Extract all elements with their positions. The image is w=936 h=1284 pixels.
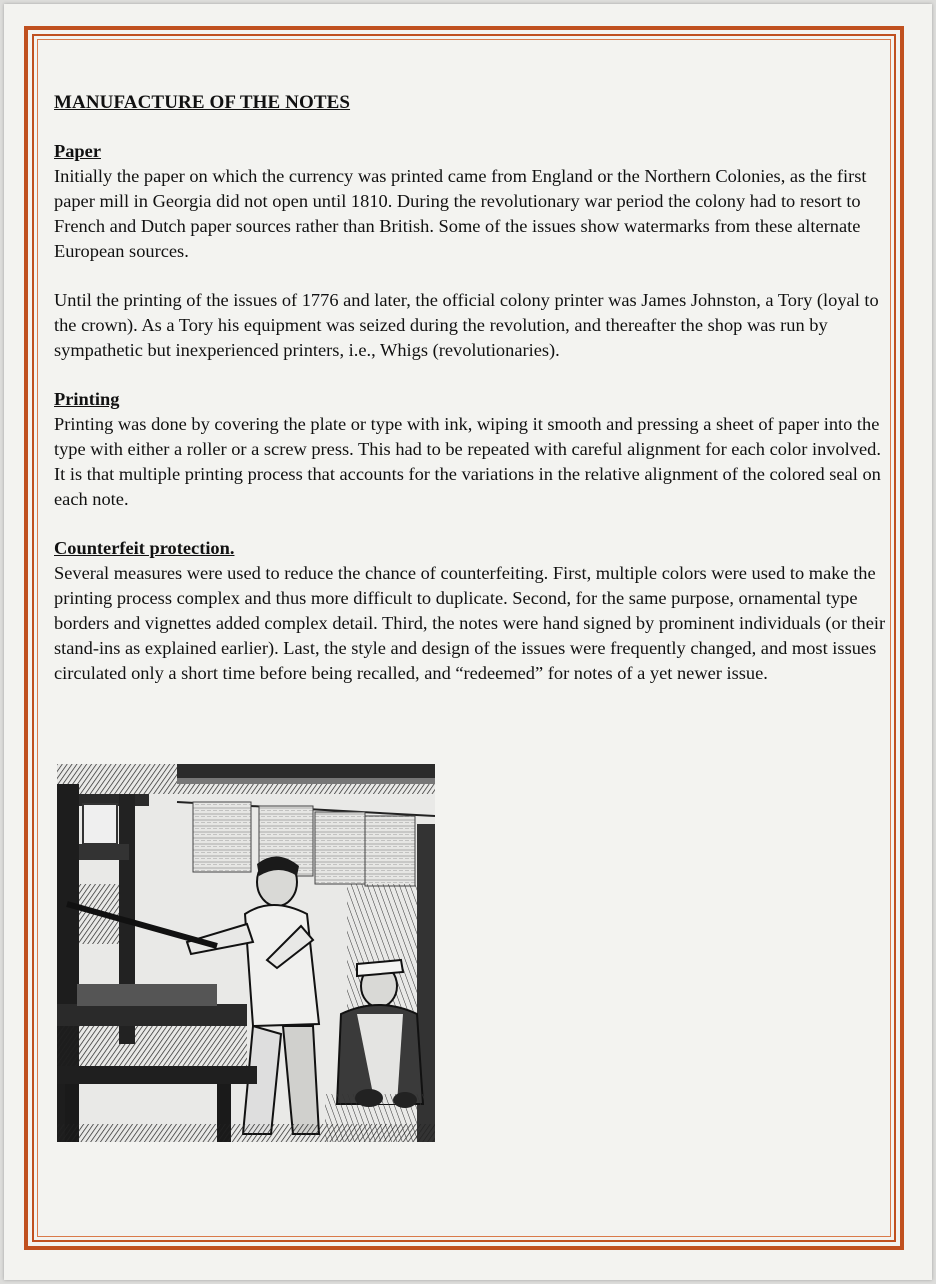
paragraph-printing-1: Printing was done by covering the plate or type with ink, wiping it smooth and pressing a sheet of paper into the type with either a roller or a screw press. This had to be repeated with careful alignment for each color involved. It is that multiple printing process that accounts for the variations in the relative alignment of the colored seal on each note. [54, 414, 881, 509]
paragraph-counterfeit-1: Several measures were used to reduce the chance of counterfeiting. First, multiple colors were used to make the printing process complex and thus more difficult to duplicate. Second, for the same purpose, ornamental type borders and vignettes added complex detail. Third, the notes were hand signed by prominent individuals (or their stand-ins as explained earlier). Last, the style and design of the issues were frequently changed, and most issues circulated only a short time before being recalled, and “redeemed” for notes of a yet newer issue. [54, 563, 886, 683]
section-paper [54, 139, 890, 363]
document-title: MANUFACTURE OF THE NOTES [54, 92, 351, 113]
paragraph-paper-2: Until the printing of the issues of 1776 and later, the official colony printer was James Johnston, a Tory (loyal to the crown). As a Tory his equipment was seized during the revolution, and thereafter the shop was run by sympathetic but inexperienced printers, i.e., Whigs (revolutionaries). [54, 290, 879, 360]
document-body [54, 90, 890, 710]
section-heading-printing: Printing [54, 389, 120, 409]
section-heading-counterfeit: Counterfeit protection. [54, 538, 235, 558]
print-shop-engraving-icon [57, 764, 435, 1142]
section-heading-paper: Paper [54, 141, 101, 161]
paragraph-paper-1: Initially the paper on which the currency was printed came from England or the Northern Colonies, as the first paper mill in Georgia did not open until 1810. During the revolutionary war period the colony had to resort to French and Dutch paper sources rather than British. Some of the issues show watermarks from these alternate European sources. [54, 166, 867, 261]
section-printing [54, 387, 890, 512]
section-counterfeit [54, 536, 890, 686]
